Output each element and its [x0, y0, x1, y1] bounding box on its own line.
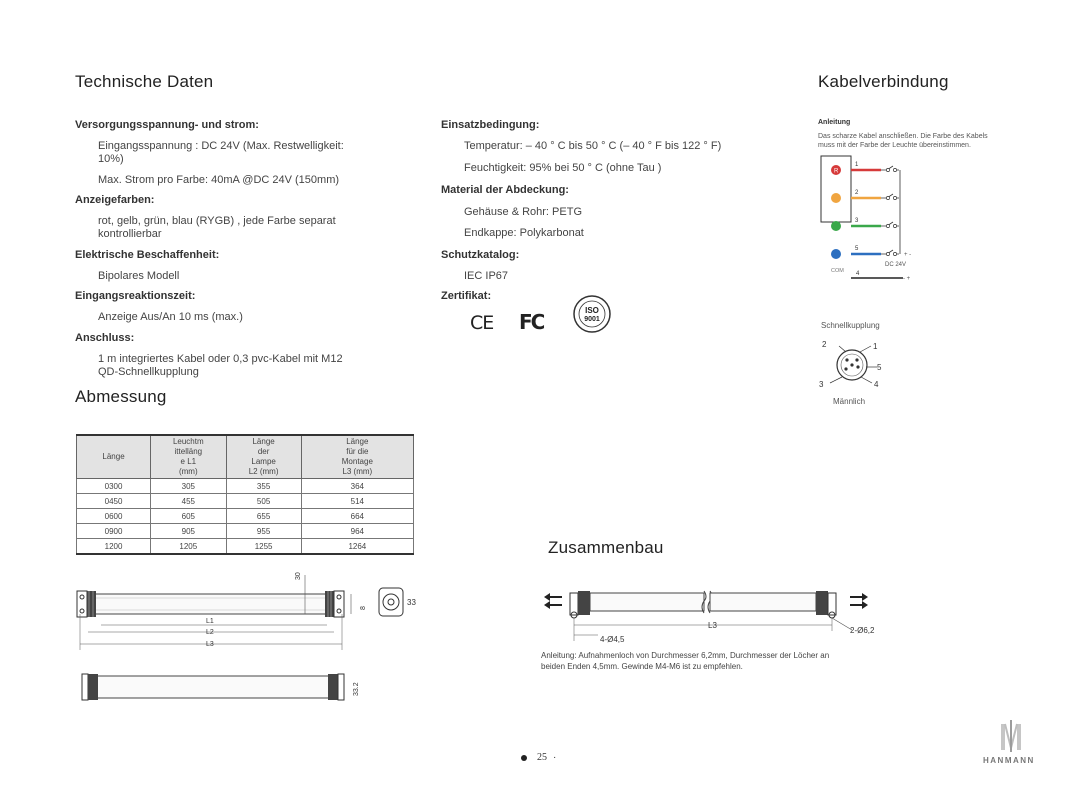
- iso-9001-badge-icon: [571, 295, 613, 335]
- versorgung-label: Versorgungsspannung- und strom:: [75, 119, 259, 131]
- page-dot-icon: ·: [553, 752, 557, 763]
- table-cell: 0300: [77, 479, 151, 494]
- zertifikat-label: Zertifikat:: [441, 290, 492, 302]
- reaktion-label: Eingangsreaktionszeit:: [75, 290, 196, 302]
- terminal-icon: [893, 224, 896, 227]
- table-cell: 905: [151, 524, 226, 539]
- led-dot-icon: [831, 249, 841, 259]
- schnellkupplung-label: Schnellkupplung: [821, 321, 880, 330]
- table-cell: 955: [226, 524, 301, 539]
- section-title-technische-daten: Technische Daten: [75, 72, 214, 91]
- versorgung-line1b: 10%): [98, 153, 124, 165]
- terminal-icon: [886, 196, 889, 199]
- table-header-line: (mm): [178, 467, 198, 476]
- page-number: 25: [537, 752, 547, 763]
- table-cell: 0600: [77, 509, 151, 524]
- terminal-icon: [893, 168, 896, 171]
- table-cell: 364: [301, 479, 413, 494]
- table-cell: 1255: [226, 539, 301, 555]
- table-cell: 1205: [151, 539, 226, 555]
- terminal-icon: [886, 224, 889, 227]
- wiring-diagram: [815, 152, 925, 287]
- table-cell: 514: [301, 494, 413, 509]
- table-header-line: der: [257, 447, 270, 456]
- anschluss-line1: 1 m integriertes Kabel oder 0,3 pvc-Kabel mit M12: [98, 353, 343, 365]
- table-row: [77, 539, 414, 555]
- table-header-line: e L1: [180, 457, 197, 466]
- com-label: COM: [831, 268, 844, 274]
- table-body: [77, 479, 414, 555]
- fcc-mark-icon: FC: [519, 310, 544, 334]
- elektrisch-value: Bipolares Modell: [98, 270, 180, 282]
- table-cell: 605: [151, 509, 226, 524]
- led-dot-label: R: [834, 168, 839, 175]
- led-dot-icon: [831, 193, 841, 203]
- wire-number: 1: [855, 162, 859, 168]
- table-cell: 305: [151, 479, 226, 494]
- table-cell: 1264: [301, 539, 413, 555]
- table-cell: 964: [301, 524, 413, 539]
- m12-connector-pinout-icon: [816, 335, 891, 395]
- table-header-line: für die: [346, 447, 369, 456]
- table-header-line: Lampe: [251, 457, 276, 466]
- table-header-line: Länge: [102, 452, 125, 461]
- table-cell: 0900: [77, 524, 151, 539]
- anzeige-line1b: kontrollierbar: [98, 228, 162, 240]
- table-cell: 655: [226, 509, 301, 524]
- wire-number: 5: [855, 246, 859, 252]
- plus-minus-label: + -: [904, 252, 912, 258]
- hanmann-logo-icon: [992, 718, 1032, 756]
- table-header-cell: [151, 435, 226, 479]
- dim-8-label: 8: [360, 606, 367, 610]
- brand-name: HANMANN: [983, 756, 1035, 765]
- schutz-value: IEC IP67: [464, 270, 509, 282]
- dim-30-label: 30: [295, 572, 302, 580]
- kabel-anleitung-text1: Das scharze Kabel anschließen. Die Farbe des Kabels: [818, 133, 988, 140]
- led-dot-icon: [831, 221, 841, 231]
- table-header-line: Leuchtm: [172, 437, 204, 446]
- pin-4-label: 4: [874, 380, 879, 389]
- ce-mark-icon: CE: [470, 312, 494, 334]
- svg-text:ISO: ISO: [585, 306, 599, 315]
- wire-4-num: 4: [856, 271, 860, 277]
- table-header-cell: [226, 435, 301, 479]
- table-cell: 0450: [77, 494, 151, 509]
- dim-33-2-label: 33.2: [353, 682, 360, 696]
- gehaeuse-text: Gehäuse & Rohr: PETG: [464, 206, 582, 218]
- assembly-drawing: [540, 585, 880, 647]
- endkappe-text: Endkappe: Polykarbonat: [464, 227, 584, 239]
- tube-side-view-drawing: [78, 670, 378, 706]
- kabel-anleitung-label: Anleitung: [818, 119, 851, 126]
- wire-number: 2: [855, 190, 859, 196]
- table-header-line: Montage: [341, 457, 373, 466]
- dim-l3-label: L3: [206, 641, 214, 648]
- pin-5-label: 5: [877, 363, 882, 372]
- table-cell: 355: [226, 479, 301, 494]
- zusammenbau-anleitung1: Anleitung: Aufnahmenloch von Durchmesser 6,2mm, Durchmesser der Löcher an: [541, 651, 830, 660]
- terminal-icon: [886, 168, 889, 171]
- kabel-anleitung-text2: muss mit der Farbe der Leuchte übereinstimmen.: [818, 142, 971, 149]
- table-cell: 455: [151, 494, 226, 509]
- terminal-icon: [886, 252, 889, 255]
- minus-plus-label: - +: [903, 276, 911, 282]
- pin-3-label: 3: [819, 380, 824, 389]
- hole-big-label: 2-Ø6,2: [850, 626, 875, 635]
- table-header-line: ittelläng: [174, 447, 203, 456]
- maennlich-label: Männlich: [833, 397, 866, 406]
- assembly-l3-label: L3: [708, 621, 717, 630]
- feuchtigkeit-text: Feuchtigkeit: 95% bei 50 ° C (ohne Tau ): [464, 162, 662, 174]
- table-cell: 1200: [77, 539, 151, 555]
- tube-dimension-drawing: [72, 570, 422, 655]
- table-cell: 505: [226, 494, 301, 509]
- versorgung-line2: Max. Strom pro Farbe: 40mA @DC 24V (150mm): [98, 174, 340, 186]
- dim-33-label: 33: [407, 598, 416, 607]
- anzeige-label: Anzeigefarben:: [75, 194, 155, 206]
- table-header-line: L2 (mm): [248, 467, 279, 476]
- dim-l2-label: L2: [206, 629, 214, 636]
- table-cell: 664: [301, 509, 413, 524]
- table-header-line: Länge: [346, 437, 369, 446]
- dimension-table: [76, 434, 414, 555]
- pin-1-label: 1: [873, 342, 878, 351]
- table-header-cell: [301, 435, 413, 479]
- wire-number: 3: [855, 218, 859, 224]
- table-header-cell: [77, 435, 151, 479]
- table-header-row: [77, 435, 414, 479]
- anzeige-line1: rot, gelb, grün, blau (RYGB) , jede Farbe separat: [98, 215, 336, 227]
- table-row: [77, 494, 414, 509]
- einsatz-label: Einsatzbedingung:: [441, 119, 540, 131]
- zusammenbau-anleitung2: beiden Enden 4,5mm. Gewinde M4-M6 ist zu empfehlen.: [541, 662, 743, 671]
- dim-l1-label: L1: [206, 618, 214, 625]
- page-bullet-icon: [521, 755, 527, 761]
- section-title-abmessung: Abmessung: [75, 387, 167, 406]
- table-row: [77, 509, 414, 524]
- terminal-icon: [893, 252, 896, 255]
- section-title-zusammenbau: Zusammenbau: [548, 538, 664, 557]
- versorgung-line1: Eingangsspannung : DC 24V (Max. Restwelligkeit:: [98, 140, 344, 152]
- reaktion-value: Anzeige Aus/An 10 ms (max.): [98, 311, 243, 323]
- table-header-line: Länge: [252, 437, 275, 446]
- anschluss-line1b: QD-Schnellkupplung: [98, 366, 199, 378]
- table-header-line: L3 (mm): [342, 467, 373, 476]
- terminal-icon: [893, 196, 896, 199]
- schutz-label: Schutzkatalog:: [441, 249, 520, 261]
- pin-2-label: 2: [822, 340, 827, 349]
- table-row: [77, 524, 414, 539]
- dc-label: DC 24V: [885, 262, 907, 268]
- svg-text:9001: 9001: [584, 316, 600, 323]
- temperatur-text: Temperatur: – 40 ° C bis 50 ° C (– 40 ° F bis 122 ° F): [464, 140, 722, 152]
- elektrisch-label: Elektrische Beschaffenheit:: [75, 249, 220, 261]
- hole-small-label: 4-Ø4,5: [600, 635, 625, 644]
- section-title-kabelverbindung: Kabelverbindung: [818, 72, 949, 91]
- table-row: [77, 479, 414, 494]
- anschluss-label: Anschluss:: [75, 332, 135, 344]
- material-label: Material der Abdeckung:: [441, 184, 569, 196]
